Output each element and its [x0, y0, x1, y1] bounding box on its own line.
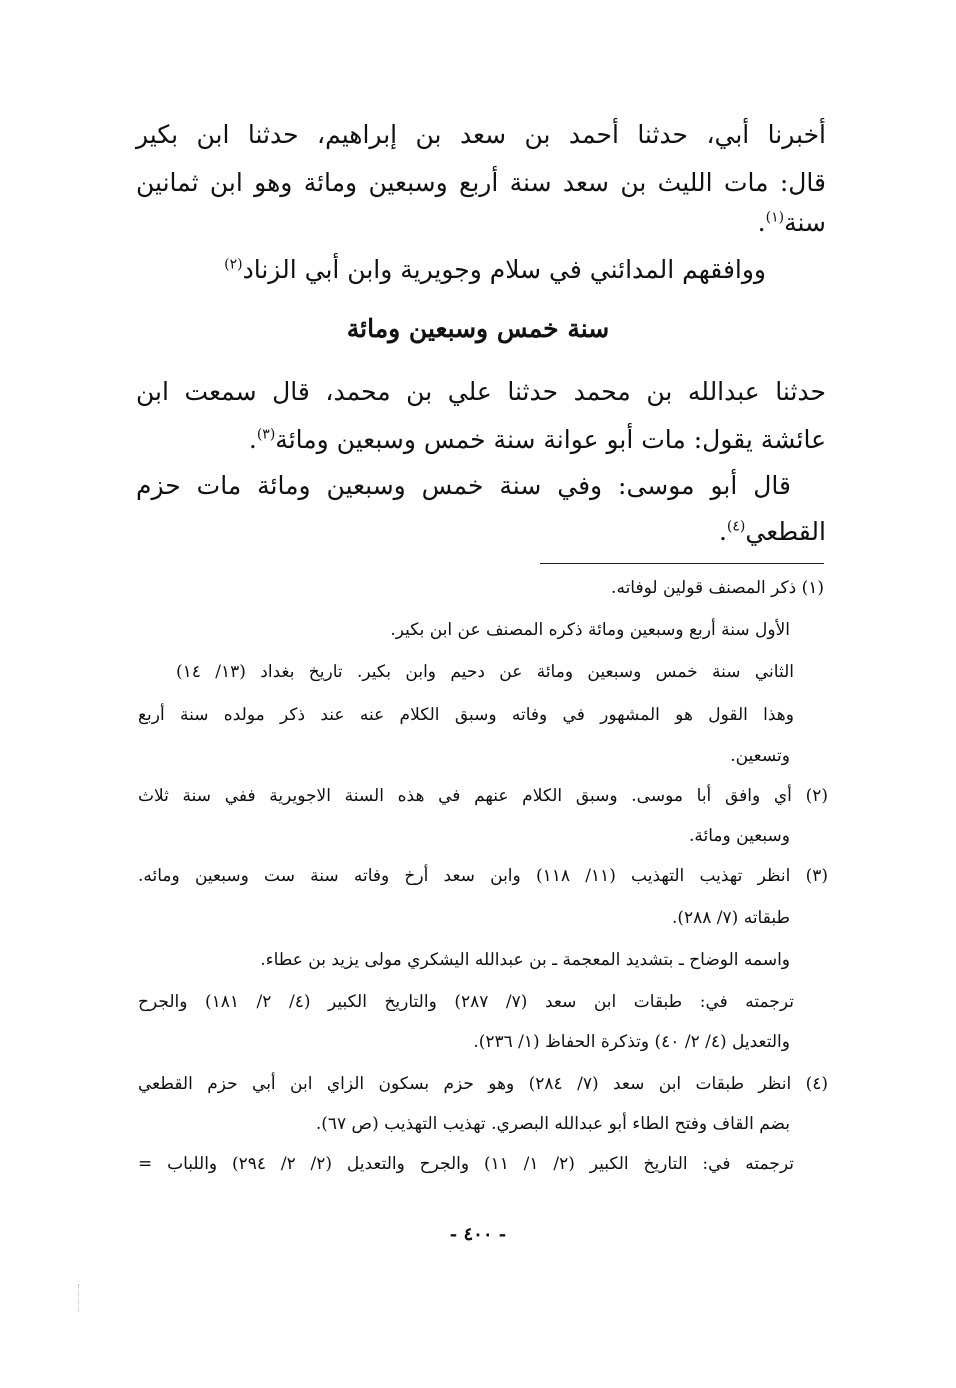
- main-text-fragment: سنة: [784, 208, 826, 237]
- main-text-fragment: .: [757, 208, 766, 237]
- footnote-ref-2: (٢): [224, 256, 243, 273]
- main-text-line: [249, 425, 826, 454]
- footnote-line: (٤) انظر طبقات ابن سعد (٧/ ٢٨٤) وهو حزم بسكون الزاي ابن أبي حزم القطعي: [138, 1074, 828, 1094]
- main-text-line: قال أبو موسى: وفي سنة خمس وسبعين ومائة مات حزم: [136, 471, 791, 500]
- footnote-line: الثاني سنة خمس وسبعين ومائة عن دحيم وابن بكير. تاريخ بغداد (١٣/ ١٤): [176, 662, 794, 682]
- main-text-line: [719, 517, 826, 546]
- page-number: - ٤٠٠ -: [449, 1224, 507, 1245]
- main-text-fragment: عائشة يقول: مات أبو عوانة سنة خمس وسبعين ومائة: [275, 425, 826, 454]
- footnote-line: ترجمته في: طبقات ابن سعد (٧/ ٢٨٧) والتاريخ الكبير (٤/ ٢/ ١٨١) والجرح: [138, 992, 794, 1012]
- footnote-line: بضم القاف وفتح الطاء أبو عبدالله البصري. تهذيب التهذيب (ص ٦٧).: [315, 1114, 790, 1134]
- footnote-ref-1: (١): [765, 209, 785, 226]
- footnote-ref-4: (٤): [726, 518, 746, 535]
- footnote-ref-3: (٣): [256, 426, 276, 443]
- footnote-line: والتعديل (٤/ ٢/ ٤٠) وتذكرة الحفاظ (١/ ٢٣٦).: [473, 1032, 790, 1052]
- footnote-line: ترجمته في: التاريخ الكبير (٢/ ١/ ١١) والجرح والتعديل (٢/ ٢/ ٢٩٤) واللباب =: [138, 1154, 794, 1174]
- footnote-line: (٣) انظر تهذيب التهذيب (١١/ ١١٨) وابن سعد أرخ وفاته سنة ست وسبعين ومائه.: [138, 866, 828, 886]
- main-text-line: قال: مات الليث بن سعد سنة أربع وسبعين ومائة وهو ابن ثمانين: [136, 168, 826, 197]
- footnote-line: وتسعين.: [730, 746, 790, 766]
- main-text-line: [758, 208, 826, 237]
- footnote-line: طبقاته (٧/ ٢٨٨).: [671, 908, 790, 928]
- main-text-fragment: القطعي: [745, 517, 826, 546]
- main-text-fragment: .: [248, 425, 257, 454]
- scan-mark: [78, 1284, 85, 1312]
- footnote-line: الأول سنة أربع وسبعين ومائة ذكره المصنف عن ابن بكير.: [390, 620, 790, 640]
- main-text-fragment: ووافقهم المدائني في سلام وجويرية وابن أبي الزناد: [242, 255, 766, 284]
- main-text-line: [224, 255, 766, 284]
- footnote-line: وهذا القول هو المشهور في وفاته وسبق الكلام عنه عند ذكر مولده سنة أربع: [138, 705, 794, 725]
- footnote-line: (١) ذكر المصنف قولين لوفاته.: [611, 578, 824, 598]
- main-text-line: حدثنا عبدالله بن محمد حدثنا علي بن محمد، قال سمعت ابن: [136, 377, 826, 406]
- main-text-fragment: .: [718, 517, 727, 546]
- footnote-line: واسمه الوضاح ـ بتشديد المعجمة ـ بن عبدالله اليشكري مولى يزيد بن عطاء.: [260, 950, 790, 970]
- footnote-line: وسبعين ومائة.: [688, 826, 790, 846]
- main-text-line: أخبرنا أبي، حدثنا أحمد بن سعد بن إبراهيم، حدثنا ابن بكير: [136, 120, 826, 149]
- footnote-line: (٢) أي وافق أبا موسى. وسبق الكلام عنهم في هذه السنة الاجويرية ففي سنة ثلاث: [138, 786, 828, 806]
- footnote-separator: [540, 563, 824, 564]
- section-heading: سنة خمس وسبعين ومائة: [346, 314, 610, 343]
